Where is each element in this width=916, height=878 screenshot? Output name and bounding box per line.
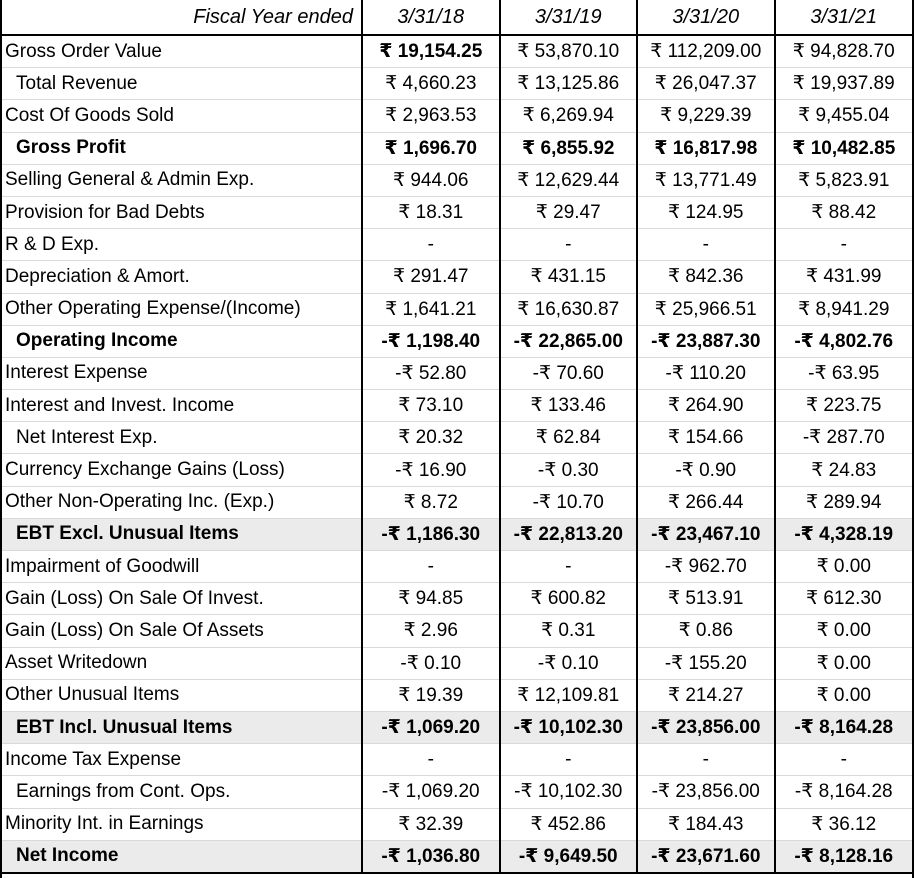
value-cell: - [775,229,913,261]
value-cell: ₹ 25,966.51 [637,293,775,325]
value-cell: ₹ 612.30 [775,583,913,615]
row-label: Currency Exchange Gains (Loss) [2,454,362,486]
value-cell: -₹ 287.70 [775,422,913,454]
year-header-2020: 3/31/20 [637,0,775,35]
row-label: Operating Income [2,325,362,357]
value-cell: ₹ 73.10 [362,390,500,422]
value-cell: ₹ 944.06 [362,164,500,196]
value-cell: ₹ 9,455.04 [775,100,913,132]
value-cell: -₹ 1,186.30 [362,518,500,550]
table-row [2,615,912,647]
row-label: Net Interest Exp. [2,422,362,454]
row-label: Gain (Loss) On Sale Of Assets [2,615,362,647]
value-cell: ₹ 19.39 [362,679,500,711]
value-cell: ₹ 0.00 [775,615,913,647]
table-row [2,68,912,100]
row-label: Income Tax Expense [2,744,362,776]
table-row [2,744,912,776]
header-label: Fiscal Year ended [2,0,362,35]
value-cell: -₹ 155.20 [637,647,775,679]
row-label: Gain (Loss) On Sale Of Invest. [2,583,362,615]
right-border [912,0,914,878]
row-label: Asset Writedown [2,647,362,679]
value-cell: ₹ 36.12 [775,808,913,840]
value-cell: ₹ 29.47 [500,196,638,228]
table-row [2,293,912,325]
table-row [2,325,912,357]
table-row [2,711,912,743]
row-label: Minority Int. in Earnings [2,808,362,840]
income-statement-table [2,0,912,874]
value-cell: -₹ 23,856.00 [637,711,775,743]
value-cell: -₹ 9,649.50 [500,840,638,873]
table-row [2,518,912,550]
value-cell: ₹ 154.66 [637,422,775,454]
value-cell: -₹ 52.80 [362,357,500,389]
row-label: Provision for Bad Debts [2,196,362,228]
value-cell: ₹ 16,817.98 [637,132,775,164]
value-cell: -₹ 8,164.28 [775,711,913,743]
value-cell: ₹ 26,047.37 [637,68,775,100]
value-cell: - [362,744,500,776]
value-cell: ₹ 19,154.25 [362,35,500,68]
value-cell: - [362,551,500,583]
value-cell: -₹ 4,802.76 [775,325,913,357]
table-row [2,647,912,679]
table-row [2,679,912,711]
value-cell: ₹ 112,209.00 [637,35,775,68]
table-row [2,808,912,840]
value-cell: ₹ 264.90 [637,390,775,422]
table-row [2,422,912,454]
value-cell: ₹ 62.84 [500,422,638,454]
value-cell: ₹ 12,109.81 [500,679,638,711]
value-cell: ₹ 842.36 [637,261,775,293]
value-cell: ₹ 19,937.89 [775,68,913,100]
value-cell: -₹ 0.10 [500,647,638,679]
value-cell: -₹ 110.20 [637,357,775,389]
value-cell: ₹ 53,870.10 [500,35,638,68]
value-cell: ₹ 32.39 [362,808,500,840]
value-cell: - [500,229,638,261]
value-cell: ₹ 24.83 [775,454,913,486]
value-cell: ₹ 431.99 [775,261,913,293]
table-row [2,132,912,164]
table-row [2,454,912,486]
value-cell: -₹ 1,069.20 [362,711,500,743]
value-cell: -₹ 0.90 [637,454,775,486]
value-cell: ₹ 94,828.70 [775,35,913,68]
table-row [2,35,912,68]
value-cell: ₹ 223.75 [775,390,913,422]
table-row [2,551,912,583]
row-label: Net Income [2,840,362,873]
row-label: Depreciation & Amort. [2,261,362,293]
row-label: Earnings from Cont. Ops. [2,776,362,808]
row-label: Selling General & Admin Exp. [2,164,362,196]
table-row [2,390,912,422]
row-label: Impairment of Goodwill [2,551,362,583]
value-cell: ₹ 1,641.21 [362,293,500,325]
table-row [2,776,912,808]
value-cell: - [500,744,638,776]
income-statement-body [2,0,912,873]
value-cell: ₹ 1,696.70 [362,132,500,164]
value-cell: ₹ 0.00 [775,647,913,679]
value-cell: -₹ 8,164.28 [775,776,913,808]
value-cell: - [775,744,913,776]
value-cell: ₹ 2,963.53 [362,100,500,132]
value-cell: ₹ 266.44 [637,486,775,518]
value-cell: ₹ 0.00 [775,679,913,711]
row-label: Gross Order Value [2,35,362,68]
value-cell: ₹ 291.47 [362,261,500,293]
row-label: EBT Excl. Unusual Items [2,518,362,550]
value-cell: ₹ 9,229.39 [637,100,775,132]
value-cell: -₹ 23,467.10 [637,518,775,550]
value-cell: -₹ 22,813.20 [500,518,638,550]
row-label: R & D Exp. [2,229,362,261]
value-cell: ₹ 600.82 [500,583,638,615]
table-row [2,583,912,615]
row-label: Cost Of Goods Sold [2,100,362,132]
value-cell: - [362,229,500,261]
value-cell: -₹ 0.30 [500,454,638,486]
value-cell: -₹ 10.70 [500,486,638,518]
value-cell: ₹ 452.86 [500,808,638,840]
header-row [2,0,912,35]
table-row [2,100,912,132]
value-cell: ₹ 8.72 [362,486,500,518]
value-cell: -₹ 23,856.00 [637,776,775,808]
value-cell: ₹ 133.46 [500,390,638,422]
value-cell: ₹ 88.42 [775,196,913,228]
value-cell: -₹ 23,671.60 [637,840,775,873]
row-label: Interest Expense [2,357,362,389]
value-cell: ₹ 0.31 [500,615,638,647]
value-cell: ₹ 0.86 [637,615,775,647]
value-cell: ₹ 6,269.94 [500,100,638,132]
value-cell: ₹ 94.85 [362,583,500,615]
value-cell: ₹ 214.27 [637,679,775,711]
value-cell: ₹ 2.96 [362,615,500,647]
value-cell: -₹ 1,198.40 [362,325,500,357]
row-label: Other Operating Expense/(Income) [2,293,362,325]
value-cell: -₹ 1,069.20 [362,776,500,808]
row-label: Other Unusual Items [2,679,362,711]
year-header-2018: 3/31/18 [362,0,500,35]
value-cell: -₹ 70.60 [500,357,638,389]
value-cell: ₹ 10,482.85 [775,132,913,164]
value-cell: -₹ 16.90 [362,454,500,486]
value-cell: - [500,551,638,583]
value-cell: -₹ 10,102.30 [500,711,638,743]
value-cell: -₹ 8,128.16 [775,840,913,873]
table-row [2,357,912,389]
value-cell: ₹ 13,125.86 [500,68,638,100]
value-cell: ₹ 5,823.91 [775,164,913,196]
year-header-2019: 3/31/19 [500,0,638,35]
value-cell: -₹ 23,887.30 [637,325,775,357]
value-cell: ₹ 16,630.87 [500,293,638,325]
value-cell: ₹ 12,629.44 [500,164,638,196]
row-label: Interest and Invest. Income [2,390,362,422]
table-row [2,486,912,518]
value-cell: ₹ 6,855.92 [500,132,638,164]
value-cell: ₹ 289.94 [775,486,913,518]
value-cell: ₹ 20.32 [362,422,500,454]
table-row [2,840,912,873]
value-cell: -₹ 10,102.30 [500,776,638,808]
table-row [2,229,912,261]
value-cell: -₹ 0.10 [362,647,500,679]
table-row [2,164,912,196]
value-cell: ₹ 13,771.49 [637,164,775,196]
row-label: Other Non-Operating Inc. (Exp.) [2,486,362,518]
value-cell: -₹ 4,328.19 [775,518,913,550]
table-row [2,196,912,228]
value-cell: ₹ 4,660.23 [362,68,500,100]
value-cell: ₹ 8,941.29 [775,293,913,325]
value-cell: ₹ 513.91 [637,583,775,615]
value-cell: ₹ 124.95 [637,196,775,228]
row-label: Total Revenue [2,68,362,100]
row-label: EBT Incl. Unusual Items [2,711,362,743]
value-cell: -₹ 22,865.00 [500,325,638,357]
value-cell: ₹ 18.31 [362,196,500,228]
table-row [2,261,912,293]
value-cell: ₹ 184.43 [637,808,775,840]
value-cell: - [637,744,775,776]
year-header-2021: 3/31/21 [775,0,913,35]
value-cell: ₹ 431.15 [500,261,638,293]
value-cell: - [637,229,775,261]
value-cell: -₹ 962.70 [637,551,775,583]
value-cell: -₹ 63.95 [775,357,913,389]
value-cell: ₹ 0.00 [775,551,913,583]
value-cell: -₹ 1,036.80 [362,840,500,873]
row-label: Gross Profit [2,132,362,164]
